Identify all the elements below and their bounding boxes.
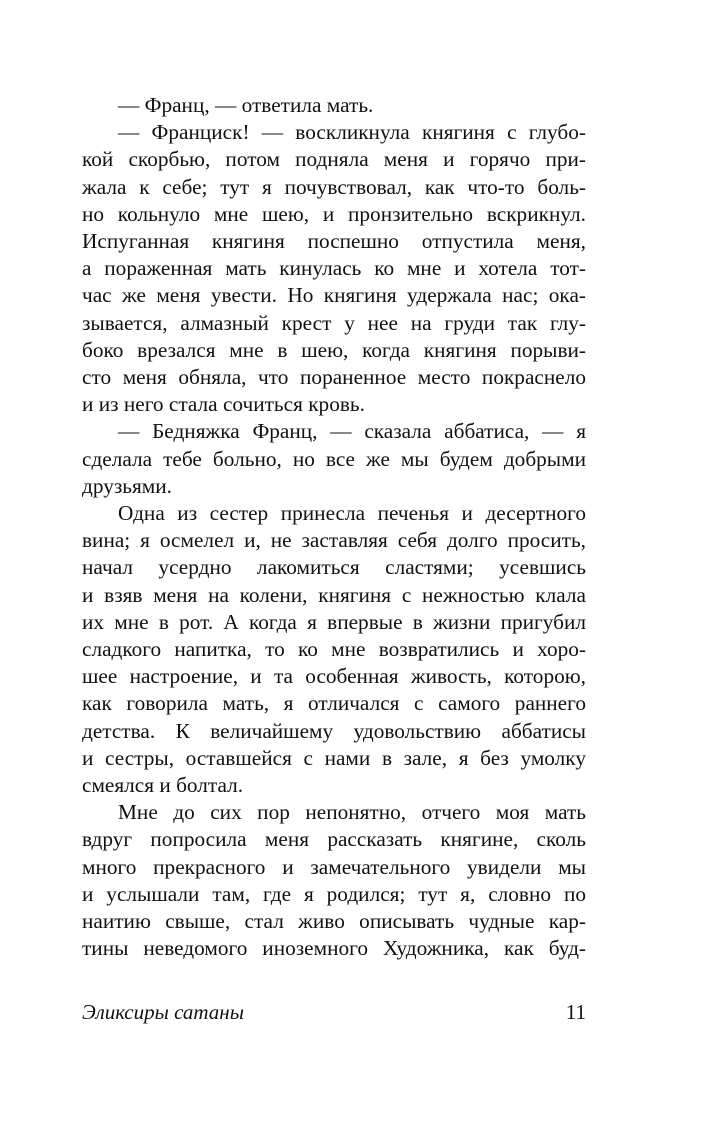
text-line: Одна из сестер принесла печенья и десертного: [118, 501, 586, 525]
text-line: сладкого напитка, то ко мне возвратились и хоро-: [82, 637, 586, 661]
text-line: вдруг попросила меня рассказать княгине, сколь: [82, 827, 586, 852]
text-line: их мне в рот. А когда я впервые в жизни пригубил: [82, 609, 586, 634]
text-line: Испуганная княгиня поспешно отпустила меня,: [82, 229, 586, 253]
text-line: шее настроение, и та особенная живость, которою,: [82, 664, 586, 689]
text-line: и взяв меня на колени, княгиня с нежностью клала: [82, 582, 586, 607]
text-line: много прекрасного и замечательного увидели мы: [82, 854, 586, 879]
text-line: зывается, алмазный крест у нее на груди так глу-: [82, 310, 586, 335]
text-line: сто меня обняла, что пораненное место покраснело: [82, 365, 586, 389]
text-line: а пораженная мать кинулась ко мне и хотела тот-: [82, 256, 586, 281]
text-line: тины неведомого иноземного Художника, как буд-: [82, 936, 586, 961]
text-line: вина; я осмелел и, не заставляя себя долго просить,: [82, 528, 586, 553]
text-line: час же меня увести. Но княгиня удержала нас; ока-: [82, 283, 586, 308]
text-line: жала к себе; тут я почувствовал, как что-то боль-: [82, 174, 586, 199]
text-line: сделала тебе больно, но все же мы будем добрыми: [82, 446, 586, 471]
text-line: — Франциск! — воскликнула княгиня с глубо-: [118, 120, 586, 145]
text-line: и услышали там, где я родился; тут я, словно по: [82, 881, 586, 906]
text-line: кой скорбью, потом подняла меня и горячо при-: [82, 147, 586, 172]
text-line: детства. К величайшему удовольствию аббатисы: [82, 718, 586, 743]
text-line: — Франц, — ответила мать.: [118, 93, 374, 117]
text-line: и сестры, оставшейся с нами в зале, я без умолку: [82, 745, 586, 770]
text-line: друзьями.: [82, 473, 172, 498]
text-line: — Бедняжка Франц, — сказала аббатиса, — я: [118, 419, 586, 444]
text-line: как говорила мать, я отличался с самого раннего: [82, 691, 586, 716]
text-line: наитию свыше, стал живо описывать чудные кар-: [82, 909, 586, 933]
text-line: начал усердно лакомиться сластями; усевшись: [82, 555, 586, 580]
text-line: но кольнуло мне шею, и пронзительно вскрикнул.: [82, 201, 586, 226]
page-number: 11: [565, 1000, 586, 1024]
text-line: смеялся и болтал.: [82, 773, 244, 797]
running-footer-title: Эликсиры сатаны: [82, 1000, 244, 1024]
text-line: боко врезался мне в шею, когда княгиня порыви-: [82, 337, 586, 362]
text-line: и из него стала сочиться кровь.: [82, 392, 365, 417]
text-line: Мне до сих пор непонятно, отчего моя мать: [118, 800, 586, 825]
